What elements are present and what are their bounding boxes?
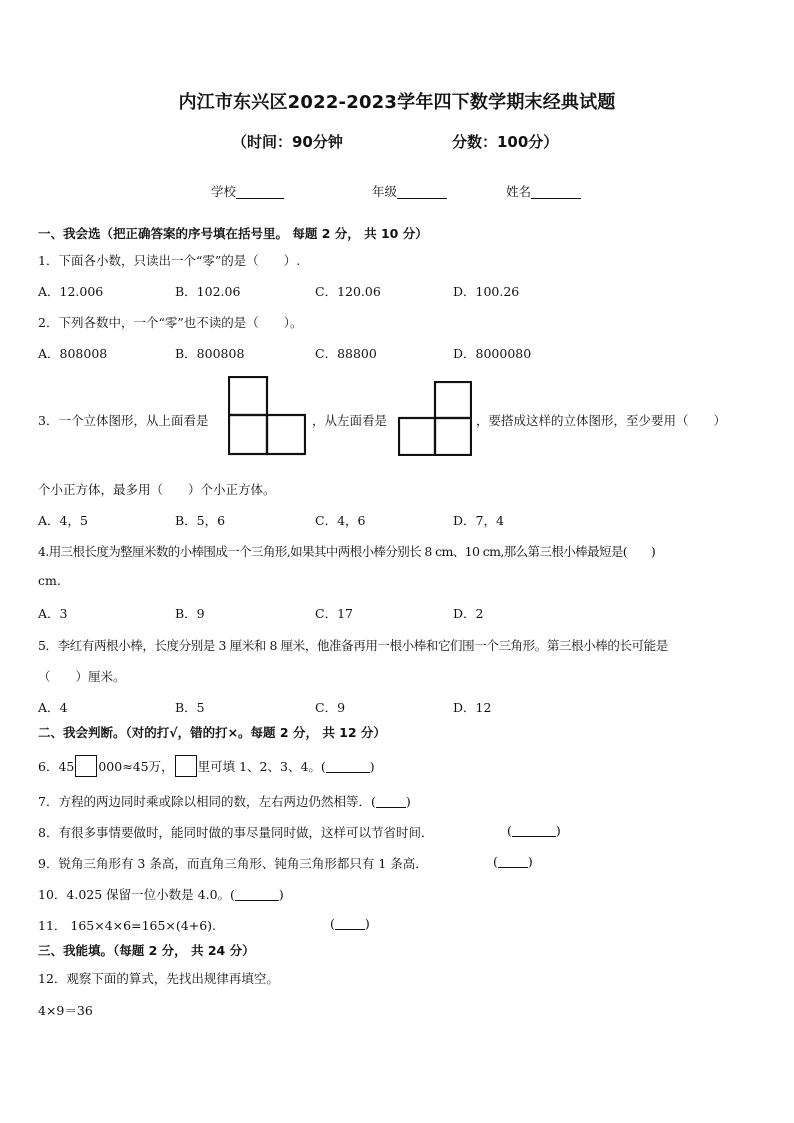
q4-option-a[interactable]: A．3 [38,606,68,621]
question-3-part2: ，从左面看是 [312,413,388,428]
q3-option-c[interactable]: C．4，6 [315,513,366,528]
q6-text-a: 6．45 [38,759,75,774]
question-2: 2．下列各数中，一个“零”也不读的是（ ）。 [38,315,303,330]
q6-text-b: 000≈45万， [98,759,174,774]
name-field[interactable] [506,182,581,200]
q2-option-d[interactable]: D．8000080 [453,346,532,361]
school-field[interactable] [211,182,284,200]
section-1-heading: 一、我会选（把正确答案的序号填在括号里。 每题 2 分， 共 10 分） [38,226,428,241]
question-7 [38,792,411,810]
q5-option-b[interactable]: B．5 [175,700,205,715]
q10-end: ) [278,887,284,902]
q2-option-a[interactable]: A．808008 [38,346,108,361]
q9-answer [493,854,533,869]
q9-paren-close: ) [527,854,533,869]
q3-option-a[interactable]: A．4，5 [38,513,88,528]
name-label: 姓名 [506,184,532,199]
q2-option-c[interactable]: C．88800 [315,346,377,361]
grade-field[interactable] [372,182,447,200]
question-9: 9．锐角三角形有 3 条高，而直角三角形、钝角三角形都只有 1 条高． [38,856,428,871]
q4-option-c[interactable]: C．17 [315,606,353,621]
q11-answer-blank[interactable] [335,917,365,930]
q7-end: ) [405,794,411,809]
top-view-figure [228,376,306,456]
q8-paren-open: ( [507,823,512,838]
question-5-line1: 5．李红有两根小棒，长度分别是 3 厘米和 8 厘米，他准备再用一根小棒和它们围一个三角形。第三根小棒的长可能是 [38,638,668,653]
q4-option-d[interactable]: D．2 [453,606,484,621]
grade-label: 年级 [372,184,398,199]
q11-paren-open: ( [330,916,335,931]
q1-option-a[interactable]: A．12.006 [38,284,104,299]
school-label: 学校 [211,184,237,199]
time-label: （时间：90分钟 [232,133,343,151]
q2-option-b[interactable]: B．800808 [175,346,245,361]
question-4-line2: cm. [38,573,61,588]
q8-paren-close: ) [555,823,561,838]
q3-option-b[interactable]: B．5，6 [175,513,226,528]
school-blank[interactable] [236,184,284,199]
q1-option-d[interactable]: D．100.26 [453,284,520,299]
section-3-heading: 三、我能填。（每题 2 分， 共 24 分） [38,943,255,958]
q11-answer [330,916,370,931]
question-3-part3: ，要搭成这样的立体图形，至少要用（ ） [476,413,727,428]
question-6 [38,755,375,777]
q7-answer-blank[interactable] [376,795,406,808]
q5-option-d[interactable]: D．12 [453,700,492,715]
q8-answer-blank[interactable] [512,824,556,837]
question-12: 12．观察下面的算式，先找出规律再填空。 [38,971,279,986]
q11-paren-close: ) [364,916,370,931]
q6-text-d: ) [369,759,375,774]
q9-paren-open: ( [493,854,498,869]
name-blank[interactable] [531,184,581,199]
score-label: 分数：100分） [452,133,559,151]
q7-text: 7．方程的两边同时乘或除以相同的数，左右两边仍然相等．( [38,794,376,809]
q12-equation: 4×9＝36 [38,1003,93,1018]
question-5-line2: （ ）厘米。 [38,669,126,684]
question-10 [38,885,284,903]
q6-box-2[interactable] [175,755,197,777]
q1-option-b[interactable]: B．102.06 [175,284,241,299]
page-title: 内江市东兴区2022-2023学年四下数学期末经典试题 [178,92,616,113]
q10-text: 10．4.025 保留一位小数是 4.0。( [38,887,235,902]
q9-answer-blank[interactable] [498,855,528,868]
q6-answer-blank[interactable] [326,760,370,773]
q10-answer-blank[interactable] [235,888,279,901]
question-3-line2: 个小正方体，最多用（ ）个小正方体。 [38,482,276,497]
q3-option-d[interactable]: D．7，4 [453,513,504,528]
q8-answer [507,823,561,838]
q4-option-b[interactable]: B．9 [175,606,205,621]
left-view-figure [398,381,472,456]
q5-option-a[interactable]: A．4 [38,700,68,715]
q1-option-c[interactable]: C．120.06 [315,284,381,299]
question-8: 8．有很多事情要做时，能同时做的事尽量同时做，这样可以节省时间． [38,825,434,840]
question-11: 11． 165×4×6=165×(4+6). [38,918,217,933]
q5-option-c[interactable]: C．9 [315,700,346,715]
question-1: 1．下面各小数，只读出一个“零”的是（ ）. [38,253,301,268]
question-4-line1: 4.用三根长度为整厘米数的小棒围成一个三角形,如果其中两根小棒分别长 8 cm、10 cm,那么第三根小棒最短是( ) [38,544,656,559]
grade-blank[interactable] [397,184,447,199]
section-2-heading: 二、我会判断。（对的打√，错的打×。每题 2 分， 共 12 分） [38,725,386,740]
question-3-part1: 3．一个立体图形，从上面看是 [38,413,209,428]
q6-text-c: 里可填 1、2、3、4。( [197,759,326,774]
q6-box-1[interactable] [75,755,97,777]
